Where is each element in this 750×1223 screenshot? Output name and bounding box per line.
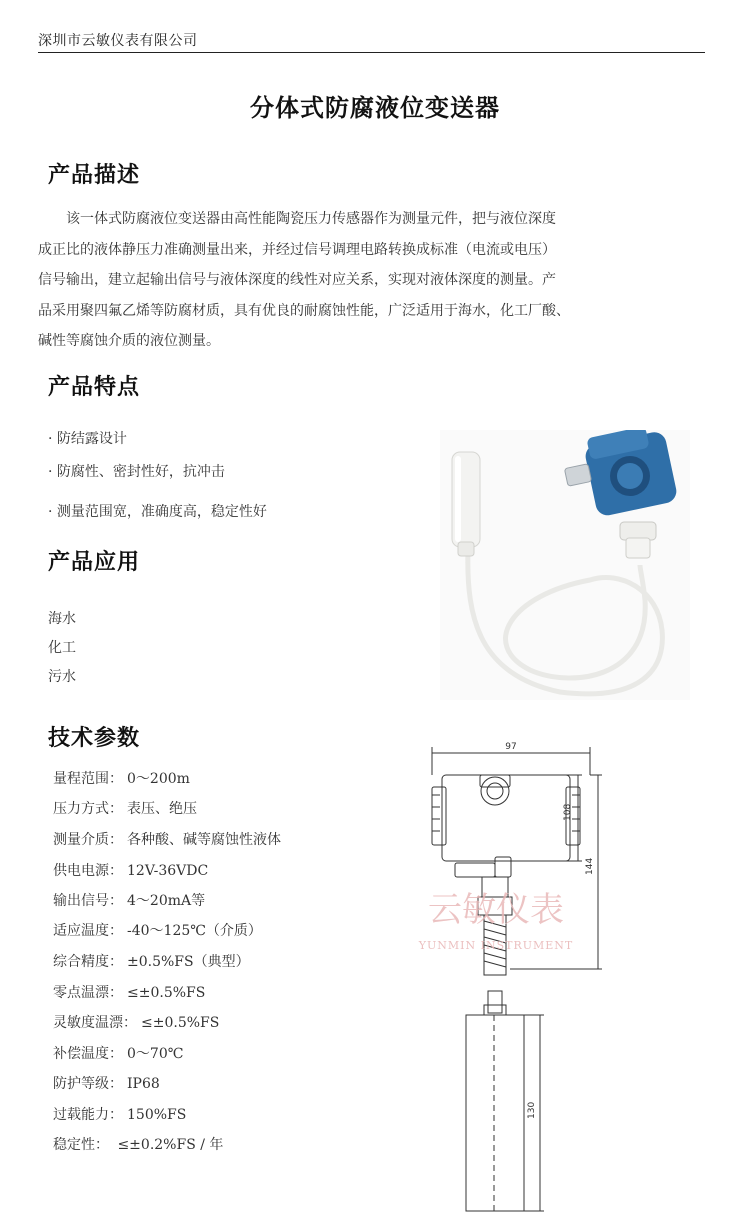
application-item: 海水 [48, 611, 76, 627]
spec-value: 0～200m [127, 771, 190, 787]
spec-value: ≤±0.5%FS [141, 1015, 220, 1031]
spec-row [53, 860, 208, 880]
dim-width-label: 97 [505, 742, 517, 752]
heading-description: 产品描述 [48, 163, 141, 188]
description-line: 碱性等腐蚀介质的液位测量。 [38, 333, 220, 349]
page-title: 分体式防腐液位变送器 [250, 94, 500, 122]
heading-features: 产品特点 [48, 375, 141, 400]
spec-label: 灵敏度温漂： [53, 1015, 137, 1031]
spec-row [53, 1104, 186, 1124]
dim-probe-label: 130 [527, 1101, 537, 1119]
spec-value: 各种酸、碱等腐蚀性液体 [127, 832, 281, 848]
spec-label: 零点温漂： [53, 985, 123, 1001]
spec-row [53, 890, 205, 910]
probe-image [452, 452, 480, 556]
spec-label: 过载能力： [53, 1107, 123, 1123]
spec-label: 补偿温度： [53, 1046, 123, 1062]
application-item: 污水 [48, 669, 76, 685]
description-line: 信号输出，建立起输出信号与液体深度的线性对应关系，实现对液体深度的测量。产 [38, 272, 556, 288]
spec-label: 压力方式： [53, 801, 123, 817]
spec-row [53, 829, 281, 849]
spec-row [53, 982, 205, 1002]
spec-label: 供电电源： [53, 863, 123, 879]
spec-row [53, 951, 250, 971]
spec-label: 适应温度： [53, 923, 123, 939]
spec-row [53, 920, 262, 940]
watermark: 云敏仪表 [428, 890, 564, 930]
dim-head-label: 108 [563, 803, 573, 821]
spec-row [53, 798, 197, 818]
watermark-subtitle: YUNMIN INSTRUMENT [418, 939, 574, 952]
spec-value: IP68 [127, 1076, 160, 1092]
company-name: 深圳市云敏仪表有限公司 [38, 33, 198, 49]
spec-label: 综合精度： [53, 954, 123, 970]
product-photo [440, 430, 690, 700]
dim-total-label: 144 [585, 857, 595, 875]
description-line: 该一体式防腐液位变送器由高性能陶瓷压力传感器作为测量元件，把与液位深度 [38, 211, 556, 227]
spec-value: ≤±0.5%FS [127, 985, 206, 1001]
feature-item: · 测量范围宽，准确度高，稳定性好 [48, 504, 267, 520]
spec-label: 输出信号： [53, 893, 123, 909]
spec-value: ±0.5%FS（典型） [127, 954, 250, 970]
dimension-drawing [410, 735, 610, 1215]
spec-value: -40～125℃（介质） [127, 923, 262, 939]
feature-item: · 防腐性、密封性好，抗冲击 [48, 464, 225, 480]
spec-label: 防护等级： [53, 1076, 123, 1092]
spec-value: ≤±0.2%FS / 年 [113, 1137, 224, 1153]
spec-label: 测量介质： [53, 832, 123, 848]
spec-row [53, 1073, 160, 1093]
spec-row [53, 1043, 183, 1063]
description-line: 品采用聚四氟乙烯等防腐材质，具有优良的耐腐蚀性能，广泛适用于海水，化工厂酸、 [38, 302, 570, 319]
spec-value: 12V-36VDC [127, 863, 209, 879]
heading-specs: 技术参数 [48, 726, 141, 751]
feature-item: · 防结露设计 [48, 431, 127, 447]
spec-row [53, 1012, 219, 1032]
spec-value: 0～70℃ [127, 1046, 184, 1062]
description-line: 成正比的液体静压力准确测量出来，并经过信号调理电路转换成标准（电流或电压） [38, 241, 556, 258]
header-divider [38, 52, 705, 53]
spec-row [53, 1134, 223, 1154]
spec-value: 4～20mA等 [127, 893, 206, 909]
spec-value: 150%FS [127, 1107, 187, 1123]
spec-label: 稳定性： [53, 1137, 109, 1153]
spec-value: 表压、绝压 [127, 801, 197, 817]
spec-label: 量程范围： [53, 771, 123, 787]
heading-applications: 产品应用 [48, 550, 141, 575]
description-text [38, 204, 638, 357]
application-item: 化工 [48, 640, 76, 656]
spec-row [53, 768, 190, 788]
